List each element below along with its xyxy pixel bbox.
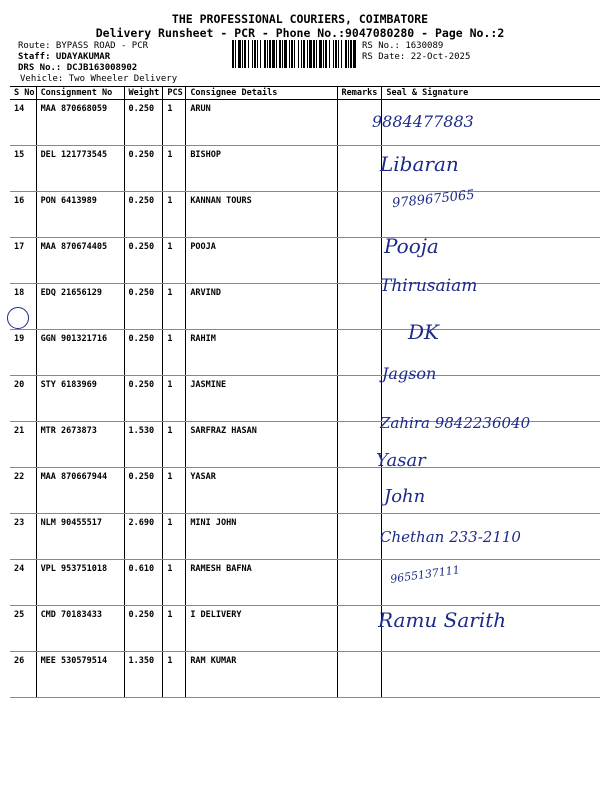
cell-weight: 0.250 <box>124 606 163 652</box>
cell-consignee: JASMINE <box>186 376 337 422</box>
route-label: Route: BYPASS ROAD - PCR <box>18 41 149 51</box>
cell-weight: 0.250 <box>124 192 163 238</box>
table-row <box>10 100 600 146</box>
cell-pcs: 1 <box>163 376 186 422</box>
company-title: THE PROFESSIONAL COURIERS, COIMBATORE <box>171 12 429 26</box>
cell-consignee: KANNAN TOURS <box>186 192 337 238</box>
table-row <box>10 284 600 330</box>
cell-pcs: 1 <box>163 560 186 606</box>
cell-consignee: BISHOP <box>186 146 337 192</box>
vehicle-label: Vehicle: Two Wheeler Delivery <box>20 74 178 84</box>
cell-weight: 2.690 <box>124 514 163 560</box>
cell-pcs: 1 <box>163 284 186 330</box>
signature-row-15: Libaran <box>380 152 459 176</box>
table-header-row <box>10 87 600 100</box>
cell-weight: 0.250 <box>124 100 163 146</box>
column-header-consignment: Consignment No <box>36 87 124 100</box>
cell-consignment: VPL 953751018 <box>36 560 124 606</box>
cell-remarks <box>337 146 382 192</box>
table-row <box>10 652 600 698</box>
cell-sno: 21 <box>10 422 36 468</box>
signature-row-16: 9789675065 <box>391 187 476 212</box>
table-row <box>10 468 600 514</box>
cell-remarks <box>337 468 382 514</box>
cell-pcs: 1 <box>163 606 186 652</box>
row-19-circle-mark <box>7 307 29 329</box>
cell-consignee: ARVIND <box>186 284 337 330</box>
signature-row-26: Ramu Sarith <box>378 608 507 632</box>
cell-weight: 0.250 <box>124 146 163 192</box>
cell-consignment: MEE 530579514 <box>36 652 124 698</box>
cell-weight: 0.250 <box>124 238 163 284</box>
cell-sno: 26 <box>10 652 36 698</box>
cell-consignee: MINI JOHN <box>186 514 337 560</box>
cell-weight: 0.250 <box>124 468 163 514</box>
cell-pcs: 1 <box>163 330 186 376</box>
column-header-signature: Seal & Signature <box>382 87 600 100</box>
signature-row-25: 9655137111 <box>389 563 461 586</box>
drs-number: DRS No.: DCJB163008902 <box>18 63 138 73</box>
cell-consignee: RAMESH BAFNA <box>186 560 337 606</box>
cell-pcs: 1 <box>163 422 186 468</box>
cell-remarks <box>337 652 382 698</box>
signature-row-18: Thirusaiam <box>380 276 478 296</box>
cell-consignee: YASAR <box>186 468 337 514</box>
cell-sno: 14 <box>10 100 36 146</box>
cell-sno: 16 <box>10 192 36 238</box>
cell-consignee: SARFRAZ HASAN <box>186 422 337 468</box>
signature-row-23: John <box>384 486 426 507</box>
signature-row-24: Chethan 233-2110 <box>380 528 521 546</box>
cell-consignment: PON 6413989 <box>36 192 124 238</box>
cell-consignment: DEL 121773545 <box>36 146 124 192</box>
table-row <box>10 238 600 284</box>
cell-consignee: ARUN <box>186 100 337 146</box>
cell-weight: 1.530 <box>124 422 163 468</box>
table-row <box>10 330 600 376</box>
cell-consignment: MAA 870667944 <box>36 468 124 514</box>
table-row <box>10 606 600 652</box>
cell-remarks <box>337 284 382 330</box>
cell-remarks <box>337 606 382 652</box>
cell-consignment: EDQ 21656129 <box>36 284 124 330</box>
cell-remarks <box>337 238 382 284</box>
cell-weight: 0.250 <box>124 376 163 422</box>
cell-sno: 22 <box>10 468 36 514</box>
cell-consignee: I DELIVERY <box>186 606 337 652</box>
cell-pcs: 1 <box>163 238 186 284</box>
signature-row-17: Pooja <box>384 234 439 258</box>
cell-pcs: 1 <box>163 146 186 192</box>
cell-weight: 0.250 <box>124 284 163 330</box>
runsheet-table <box>10 86 600 698</box>
table-row <box>10 146 600 192</box>
cell-remarks <box>337 514 382 560</box>
cell-sno: 20 <box>10 376 36 422</box>
cell-sno: 19 <box>10 330 36 376</box>
cell-consignment: STY 6183969 <box>36 376 124 422</box>
cell-consignment: CMD 70183433 <box>36 606 124 652</box>
rs-date: RS Date: 22-Oct-2025 <box>362 52 471 62</box>
signature-row-19: DK <box>408 320 439 344</box>
cell-pcs: 1 <box>163 514 186 560</box>
cell-sno: 25 <box>10 606 36 652</box>
cell-sno: 18 <box>10 284 36 330</box>
cell-sno: 24 <box>10 560 36 606</box>
cell-consignee: RAM KUMAR <box>186 652 337 698</box>
signature-row-20: Jagson <box>382 364 437 383</box>
cell-weight: 1.350 <box>124 652 163 698</box>
cell-sno: 15 <box>10 146 36 192</box>
cell-consignment: NLM 90455517 <box>36 514 124 560</box>
runsheet-subtitle: Delivery Runsheet - PCR - Phone No.:9047080280 - Page No.:2 <box>95 26 505 40</box>
table-row <box>10 192 600 238</box>
cell-sno: 17 <box>10 238 36 284</box>
cell-weight: 0.250 <box>124 330 163 376</box>
cell-remarks <box>337 192 382 238</box>
cell-pcs: 1 <box>163 100 186 146</box>
cell-consignee: POOJA <box>186 238 337 284</box>
table-row <box>10 560 600 606</box>
signature-row-22: Yasar <box>376 450 426 471</box>
cell-remarks <box>337 330 382 376</box>
cell-pcs: 1 <box>163 468 186 514</box>
column-header-pcs: PCS <box>163 87 186 100</box>
cell-consignment: GGN 901321716 <box>36 330 124 376</box>
cell-consignee: RAHIM <box>186 330 337 376</box>
signature-row-14: 9884477883 <box>372 112 474 131</box>
cell-pcs: 1 <box>163 652 186 698</box>
cell-signature <box>382 652 600 698</box>
cell-remarks <box>337 376 382 422</box>
column-header-remarks: Remarks <box>337 87 382 100</box>
cell-pcs: 1 <box>163 192 186 238</box>
column-header-weight: Weight <box>124 87 163 100</box>
staff-label: Staff: UDAYAKUMAR <box>18 52 111 62</box>
cell-remarks <box>337 560 382 606</box>
cell-sno: 23 <box>10 514 36 560</box>
barcode-image <box>232 40 356 68</box>
column-header-sno: S No <box>10 87 36 100</box>
rs-number: RS No.: 1630089 <box>362 41 444 51</box>
signature-row-21: Zahira 9842236040 <box>380 414 531 432</box>
column-header-consignee: Consignee Details <box>186 87 337 100</box>
cell-consignment: MTR 2673873 <box>36 422 124 468</box>
cell-consignment: MAA 870674405 <box>36 238 124 284</box>
cell-weight: 0.610 <box>124 560 163 606</box>
cell-consignment: MAA 870668059 <box>36 100 124 146</box>
